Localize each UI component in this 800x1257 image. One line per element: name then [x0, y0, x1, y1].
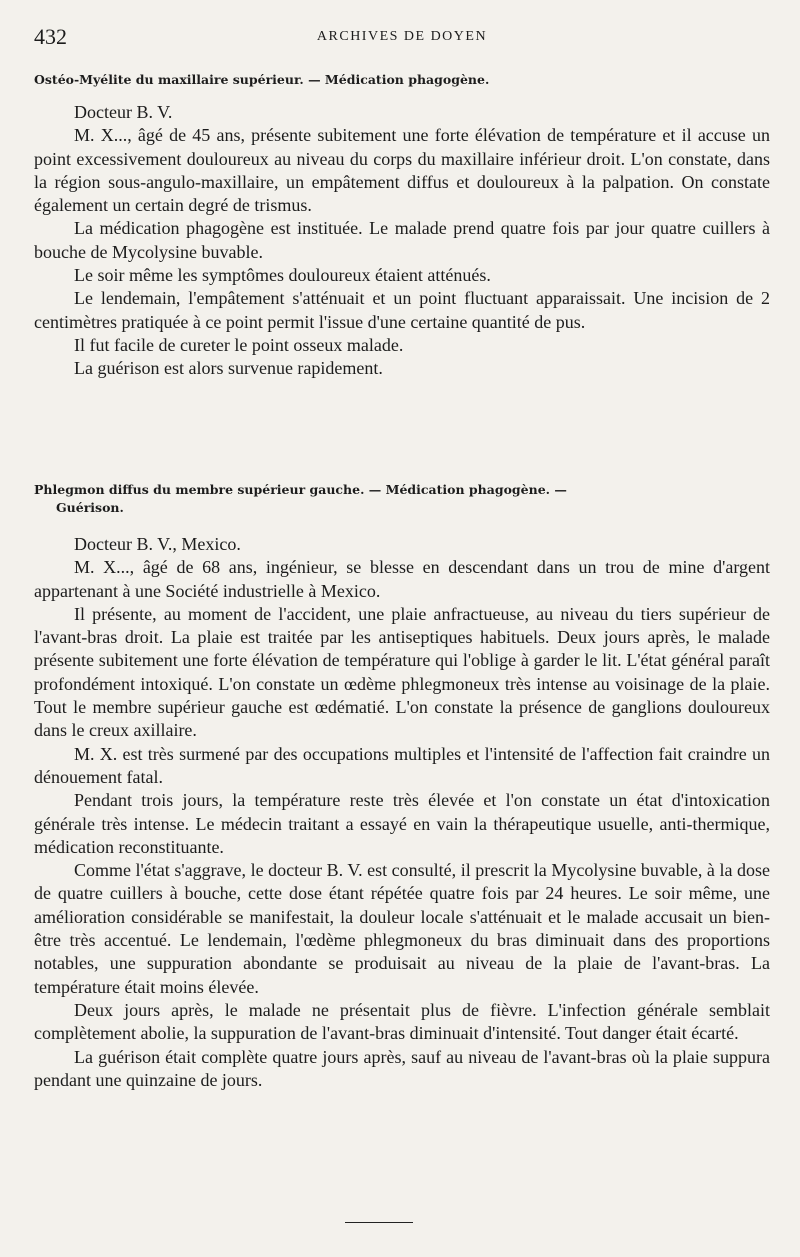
- paragraph: Comme l'état s'aggrave, le docteur B. V. est consulté, il prescrit la Mycolysine buvable, à la dose de quatre cuillers à bouche, cette dose étant répétée quatre fois par 24 heures. Le soir même, une amélioration considérable se manifestait, la douleur locale s'atténuait et le malade accusait un bien-être très accentué. Le lendemain, l'œdème phlegmoneux du bras diminuait dans des proportions notables, une suppuration abondante se produisait au niveau de la plaie de l'avant-bras. La température était moins élevée.: [34, 860, 770, 997]
- paragraph: Il fut facile de cureter le point osseux malade.: [74, 334, 404, 355]
- paragraph: Pendant trois jours, la température reste très élevée et l'on constate un état d'intoxication générale très intense. Le médecin traitant a essayé en vain la thérapeutique usuelle, anti-thermique, médication reconstituante.: [34, 790, 770, 857]
- paragraph: Deux jours après, le malade ne présentait plus de fièvre. L'infection générale semblait complètement abolie, la suppuration de l'avant-bras diminuait d'intensité. Tout danger était écarté.: [34, 999, 770, 1044]
- section-title-line: Phlegmon diffus du membre supérieur gauche. — Médication phagogène. —: [34, 482, 567, 497]
- paragraph: M. X..., âgé de 68 ans, ingénieur, se blesse en descendant dans un trou de mine d'argent appartenant à une Société industrielle à Mexico.: [34, 557, 770, 601]
- paragraph: M. X..., âgé de 45 ans, présente subitement une forte élévation de température et il accuse un point excessivement douloureux au niveau du corps du maxillaire inférieur droit. L'on constate, dans la région sous-angulo-maxillaire, un empâtement diffus et douloureux à la palpation. On constate également un certain degré de trismus.: [34, 125, 770, 216]
- page-number: 432: [34, 24, 67, 49]
- paragraph: La guérison était complète quatre jours après, sauf au niveau de l'avant-bras où la plaie suppura pendant une quinzaine de jours.: [34, 1046, 770, 1090]
- page-header: [34, 24, 770, 52]
- section-title-phlegmon: [34, 481, 770, 517]
- paragraph: Il présente, au moment de l'accident, une plaie anfractueuse, au niveau du tiers supérieur de l'avant-bras droit. La plaie est traitée par les antiseptiques habituels. Deux jours après, le malade présente subitement une forte élévation de température qui l'oblige à garder le lit. L'état général paraît profondément intoxiqué. L'on constate un œdème phlegmoneux très intense au voisinage de la plaie. Tout le membre supérieur gauche est œdématié. L'on constate la présence de ganglions douloureux dans le creux axillaire.: [34, 603, 770, 741]
- section-body-osteomyelite: [34, 101, 770, 381]
- section-title-line: Guérison.: [56, 500, 124, 515]
- running-head: ARCHIVES DE DOYEN: [316, 29, 488, 44]
- paragraph: Docteur B. V., Mexico.: [74, 534, 241, 554]
- section-body-phlegmon: [34, 533, 770, 1092]
- paragraph: Le soir même les symptômes douloureux étaient atténués.: [74, 265, 491, 286]
- paragraph: Docteur B. V.: [74, 102, 173, 122]
- section-title-osteomyelite: Ostéo-Myélite du maxillaire supérieur. — Médication phagogène.: [34, 72, 490, 87]
- paragraph: Le lendemain, l'empâtement s'atténuait et un point fluctuant apparaissait. Une incision de 2 centimètres pratiquée à ce point permit l'issue d'une certaine quantité de pus.: [34, 288, 770, 332]
- paragraph: M. X. est très surmené par des occupations multiples et l'intensité de l'affection fait craindre un dénouement fatal.: [34, 743, 770, 787]
- paragraph: La guérison est alors survenue rapidement.: [74, 358, 383, 379]
- closing-rule: [345, 1222, 413, 1223]
- paragraph: La médication phagogène est instituée. Le malade prend quatre fois par jour quatre cuillers à bouche de Mycolysine buvable.: [34, 218, 770, 262]
